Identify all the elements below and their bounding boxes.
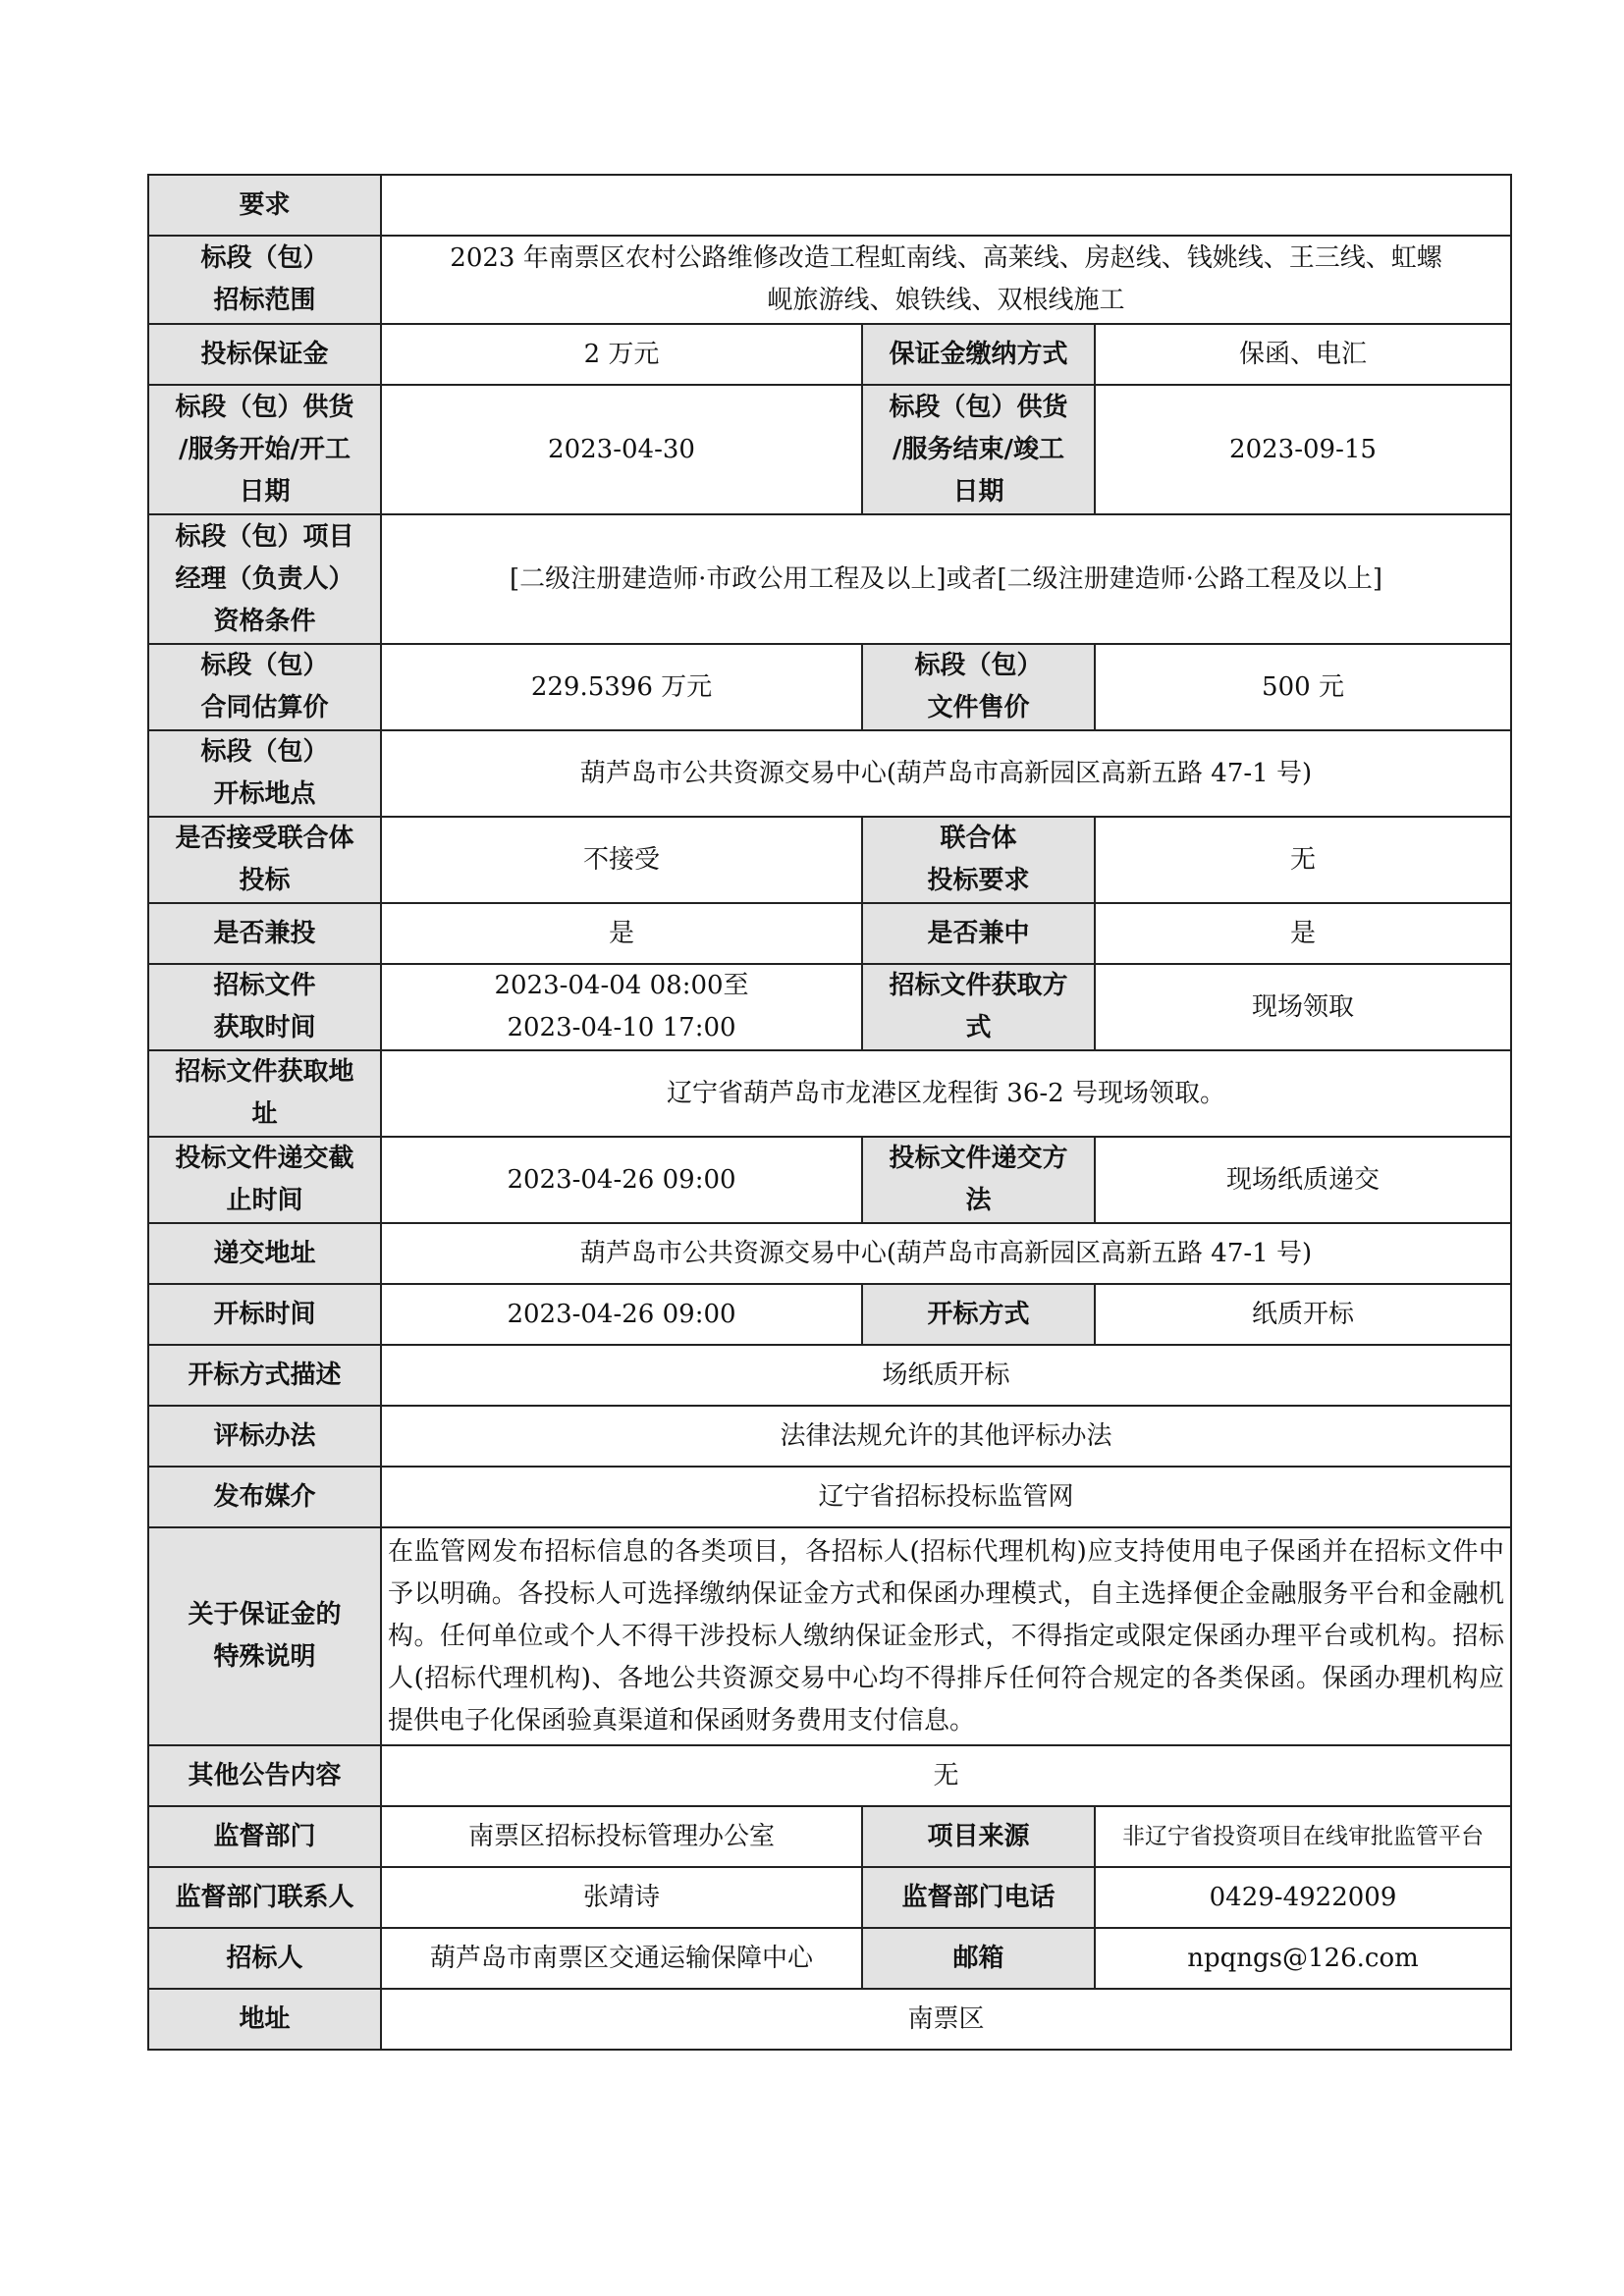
requirements-value [381,175,1511,236]
consortium-requirements-value: 无 [1095,817,1511,903]
consortium-requirements-label: 联合体 投标要求 [862,817,1095,903]
opening-method-value: 纸质开标 [1095,1284,1511,1345]
bid-bond-label: 投标保证金 [148,324,381,385]
row-evaluation-method [148,1406,1511,1467]
opening-method-label: 开标方式 [862,1284,1095,1345]
row-address [148,1989,1511,2050]
other-content-label: 其他公告内容 [148,1745,381,1806]
acquisition-method-value: 现场领取 [1095,964,1511,1050]
row-publication-media [148,1467,1511,1527]
row-manager-qualification [148,514,1511,644]
address-value: 南票区 [381,1989,1511,2050]
document-price-label: 标段（包） 文件售价 [862,644,1095,730]
submission-deadline-label: 投标文件递交截 止时间 [148,1137,381,1223]
supervision-dept-value: 南票区招标投标管理办公室 [381,1806,862,1867]
opening-description-value: 场纸质开标 [381,1345,1511,1406]
opening-location-value: 葫芦岛市公共资源交易中心(葫芦岛市高新园区高新五路 47-1 号) [381,730,1511,817]
row-other-content [148,1745,1511,1806]
row-bid-bond [148,324,1511,385]
row-requirements [148,175,1511,236]
multi-bid-label: 是否兼投 [148,903,381,964]
submission-address-value: 葫芦岛市公共资源交易中心(葫芦岛市高新园区高新五路 47-1 号) [381,1223,1511,1284]
supervision-contact-value: 张靖诗 [381,1867,862,1928]
row-document-acquisition [148,964,1511,1050]
contract-estimate-value: 229.5396 万元 [381,644,862,730]
scope-label: 标段（包） 招标范围 [148,236,381,324]
acquisition-address-label: 招标文件获取地 址 [148,1050,381,1137]
tender-notice-table [147,174,1512,2051]
email-value: npqngs@126.com [1095,1928,1511,1989]
requirements-label: 要求 [148,175,381,236]
end-date-value: 2023-09-15 [1095,385,1511,514]
tenderer-label: 招标人 [148,1928,381,1989]
supervision-dept-label: 监督部门 [148,1806,381,1867]
submission-method-label: 投标文件递交方 法 [862,1137,1095,1223]
consortium-accepted-label: 是否接受联合体 投标 [148,817,381,903]
row-scope [148,236,1511,324]
bond-special-note-value: 在监管网发布招标信息的各类项目，各招标人(招标代理机构)应支持使用电子保函并在招标文件中予以明确。各投标人可选择缴纳保证金方式和保函办理模式，自主选择便企金融服务平台和金融机构。任何单位或个人不得干涉投标人缴纳保证金形式，不得指定或限定保函办理平台或机构。招标人(招标代理机构)、各地公共资源交易中心均不得排斥任何符合规定的各类保函。保函办理机构应提供电子化保函验真渠道和保函财务费用支付信息。 [381,1527,1511,1745]
scope-value: 2023 年南票区农村公路维修改造工程虹南线、高莱线、房赵线、钱姚线、王三线、虹螺 岘旅游线、娘铁线、双根线施工 [381,236,1511,324]
row-tenderer [148,1928,1511,1989]
submission-method-value: 现场纸质递交 [1095,1137,1511,1223]
row-opening-description [148,1345,1511,1406]
row-contract-estimate [148,644,1511,730]
project-source-label: 项目来源 [862,1806,1095,1867]
submission-deadline-value: 2023-04-26 09:00 [381,1137,862,1223]
row-supervision [148,1806,1511,1867]
contract-estimate-label: 标段（包） 合同估算价 [148,644,381,730]
opening-time-label: 开标时间 [148,1284,381,1345]
opening-location-label: 标段（包） 开标地点 [148,730,381,817]
bond-special-note-label: 关于保证金的 特殊说明 [148,1527,381,1745]
bid-bond-value: 2 万元 [381,324,862,385]
tenderer-value: 葫芦岛市南票区交通运输保障中心 [381,1928,862,1989]
acquisition-time-value: 2023-04-04 08:00至 2023-04-10 17:00 [381,964,862,1050]
other-content-value: 无 [381,1745,1511,1806]
row-supervision-contact [148,1867,1511,1928]
bond-payment-method-label: 保证金缴纳方式 [862,324,1095,385]
opening-time-value: 2023-04-26 09:00 [381,1284,862,1345]
acquisition-address-value: 辽宁省葫芦岛市龙港区龙程街 36-2 号现场领取。 [381,1050,1511,1137]
end-date-label: 标段（包）供货 /服务结束/竣工 日期 [862,385,1095,514]
row-bond-special-note [148,1527,1511,1745]
submission-address-label: 递交地址 [148,1223,381,1284]
bond-payment-method-value: 保函、电汇 [1095,324,1511,385]
row-acquisition-address [148,1050,1511,1137]
row-submission-address [148,1223,1511,1284]
project-source-value: 非辽宁省投资项目在线审批监管平台 [1095,1806,1511,1867]
address-label: 地址 [148,1989,381,2050]
evaluation-method-label: 评标办法 [148,1406,381,1467]
acquisition-time-label: 招标文件 获取时间 [148,964,381,1050]
opening-description-label: 开标方式描述 [148,1345,381,1406]
consortium-accepted-value: 不接受 [381,817,862,903]
email-label: 邮箱 [862,1928,1095,1989]
row-consortium [148,817,1511,903]
publication-media-value: 辽宁省招标投标监管网 [381,1467,1511,1527]
row-submission-deadline [148,1137,1511,1223]
row-opening-location [148,730,1511,817]
manager-qualification-value: [二级注册建造师·市政公用工程及以上]或者[二级注册建造师·公路工程及以上] [381,514,1511,644]
supervision-phone-value: 0429-4922009 [1095,1867,1511,1928]
start-date-value: 2023-04-30 [381,385,862,514]
start-date-label: 标段（包）供货 /服务开始/开工 日期 [148,385,381,514]
multi-bid-value: 是 [381,903,862,964]
row-multi-bid [148,903,1511,964]
supervision-phone-label: 监督部门电话 [862,1867,1095,1928]
multi-win-label: 是否兼中 [862,903,1095,964]
multi-win-value: 是 [1095,903,1511,964]
publication-media-label: 发布媒介 [148,1467,381,1527]
supervision-contact-label: 监督部门联系人 [148,1867,381,1928]
row-opening-time [148,1284,1511,1345]
acquisition-method-label: 招标文件获取方 式 [862,964,1095,1050]
document-price-value: 500 元 [1095,644,1511,730]
row-dates [148,385,1511,514]
manager-qualification-label: 标段（包）项目 经理（负责人） 资格条件 [148,514,381,644]
evaluation-method-value: 法律法规允许的其他评标办法 [381,1406,1511,1467]
